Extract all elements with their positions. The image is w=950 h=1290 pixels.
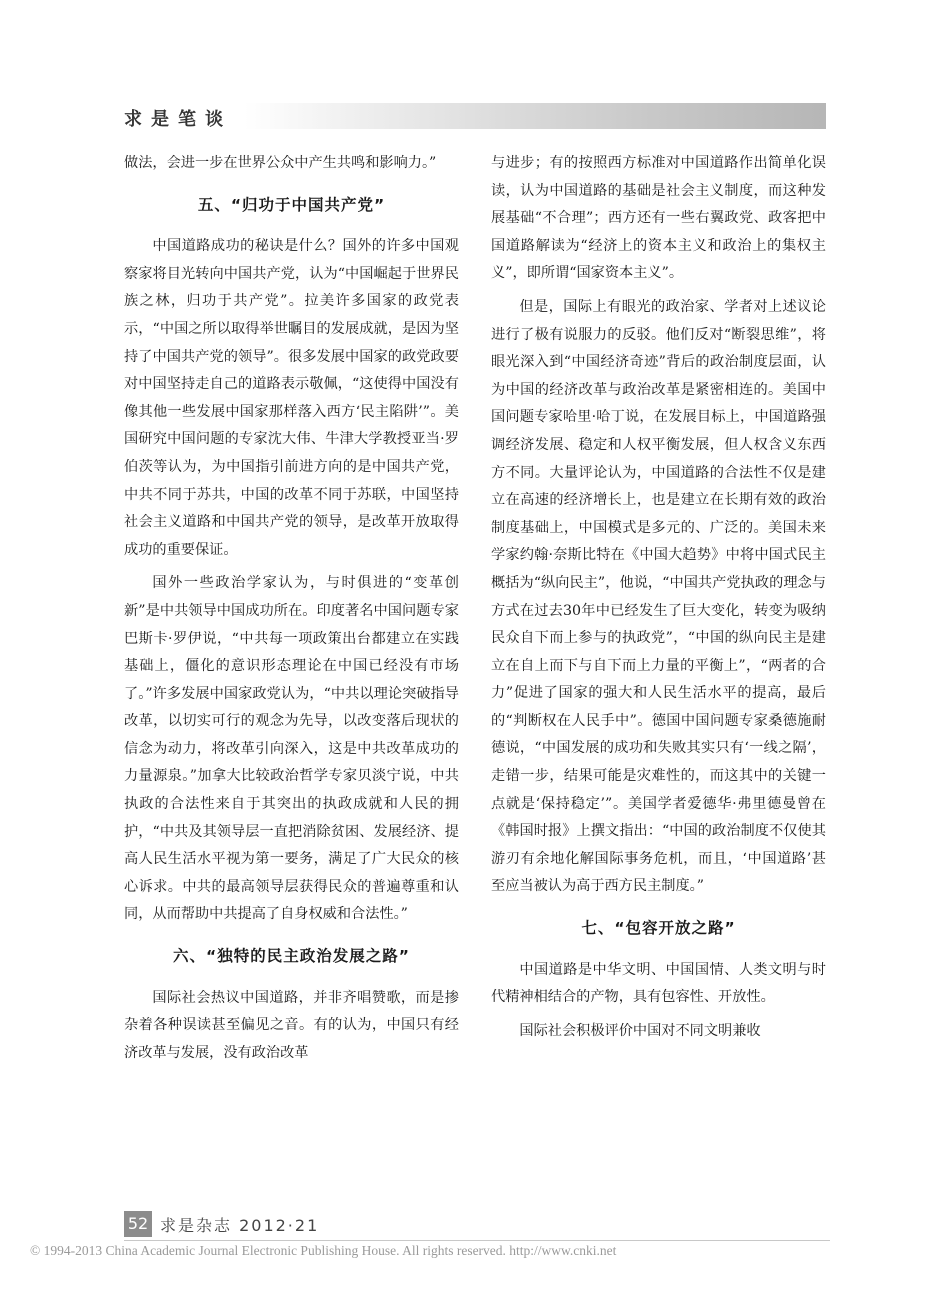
right-column (491, 150, 826, 1045)
section-7-paragraph-1: 中国道路是中华文明、中国国情、人类文明与时代精神相结合的产物，具有包容性、开放性。 (491, 961, 826, 1006)
page-footer (124, 1211, 464, 1239)
section-5-paragraph-2: 国外一些政治学家认为，与时俱进的“变革创新”是中共领导中国成功所在。印度著名中国问题专家巴斯卡·罗伊说，“中共每一项政策出台都建立在实践基础上，僵化的意识形态理论在中国已经没有市场了。”许多发展中国家政党认为，“中共以理论突破指导改革，以切实可行的观念为先导，以改变落后现状的信念为动力，将改革引向深入，这是中共改革成功的力量源泉。”加拿大比较政治哲学专家贝淡宁说，中共执政的合法性来自于其突出的执政成就和人民的拥护，“中共及其领导层一直把消除贫困、发展经济、提高人民生活水平视为第一要务，满足了广大民众的核心诉求。中共的最高领导层获得民众的普遍尊重和认同，从而帮助中共提高了自身权威和合法性。” (124, 575, 459, 923)
section-6-paragraph-1-continued: 与进步；有的按照西方标准对中国道路作出简单化误读，认为中国道路的基础是社会主义制度，而这种发展基础“不合理”；西方还有一些右翼政党、政客把中国道路解读为“经济上的资本主义和政治上的集权主义”，即所谓“国家资本主义”。 (491, 155, 826, 282)
journal-issue: 求是杂志 2012·21 (160, 1216, 320, 1235)
section-6-paragraph-1: 国际社会热议中国道路，并非齐唱赞歌，而是掺杂着各种误读甚至偏见之音。有的认为，中国只有经济改革与发展，没有政治改革 (124, 989, 459, 1061)
section-7-paragraph-2: 国际社会积极评价中国对不同文明兼收 (519, 1022, 761, 1039)
section-5-heading: 五、“归功于中国共产党” (197, 195, 386, 214)
intro-paragraph: 做法，会进一步在世界公众中产生共鸣和影响力。” (124, 155, 437, 171)
page-number: 52 (124, 1211, 152, 1237)
section-7-heading: 七、“包容开放之路” (581, 919, 736, 938)
footer-divider (124, 1240, 830, 1241)
section-header (124, 103, 826, 129)
section-6-paragraph-2: 但是，国际上有眼光的政治家、学者对上述议论进行了极有说服力的反驳。他们反对“断裂思维”，将眼光深入到“中国经济奇迹”背后的政治制度层面，认为中国的经济改革与政治改革是紧密相连的。美国中国问题专家哈里·哈丁说，在发展目标上，中国道路强调经济发展、稳定和人权平衡发展，但人权含义东西方不同。大量评论认为，中国道路的合法性不仅是建立在高速的经济增长上，也是建立在长期有效的政治制度基础上，中国模式是多元的、广泛的。美国未来学家约翰·奈斯比特在《中国大趋势》中将中国式民主概括为“纵向民主”，他说，“中国共产党执政的理念与方式在过去30年中已经发生了巨大变化，转变为吸纳民众自下而上参与的执政党”，“中国的纵向民主是建立在自上而下与自下而上力量的平衡上”，“两者的合力”促进了国家的强大和人民生活水平的提高，最后的“判断权在人民手中”。德国中国问题专家桑德施耐德说，“中国发展的成功和失败其实只有‘一线之隔’，走错一步，结果可能是灾难性的，而这其中的关键一点就是‘保持稳定’”。美国学者爱德华·弗里德曼曾在《韩国时报》上撰文指出：“中国的政治制度不仅使其游刃有余地化解国际事务危机，而且，‘中国道路’甚至应当被认为高于西方民主制度。” (491, 298, 826, 895)
section-5-paragraph-1: 中国道路成功的秘诀是什么？国外的许多中国观察家将目光转向中国共产党，认为“中国崛起于世界民族之林，归功于共产党”。拉美许多国家的政党表示，“中国之所以取得举世瞩目的发展成就，是因为坚持了中国共产党的领导”。很多发展中国家的政党政要对中国坚持走自己的道路表示敬佩，“这使得中国没有像其他一些发展中国家那样落入西方‘民主陷阱’”。美国研究中国问题的专家沈大伟、牛津大学教授亚当·罗伯茨等认为，为中国指引前进方向的是中国共产党，中共不同于苏共，中国的改革不同于苏联，中国坚持社会主义道路和中国共产党的领导，是改革开放取得成功的重要保证。 (124, 238, 459, 558)
left-column (124, 150, 459, 1067)
copyright-notice: © 1994-2013 China Academic Journal Electronic Publishing House. All rights reserved. http://www.cnki.net (30, 1243, 617, 1258)
section-6-heading: 六、“独特的民主政治发展之路” (173, 947, 410, 966)
column-title: 求是笔谈 (124, 109, 232, 130)
